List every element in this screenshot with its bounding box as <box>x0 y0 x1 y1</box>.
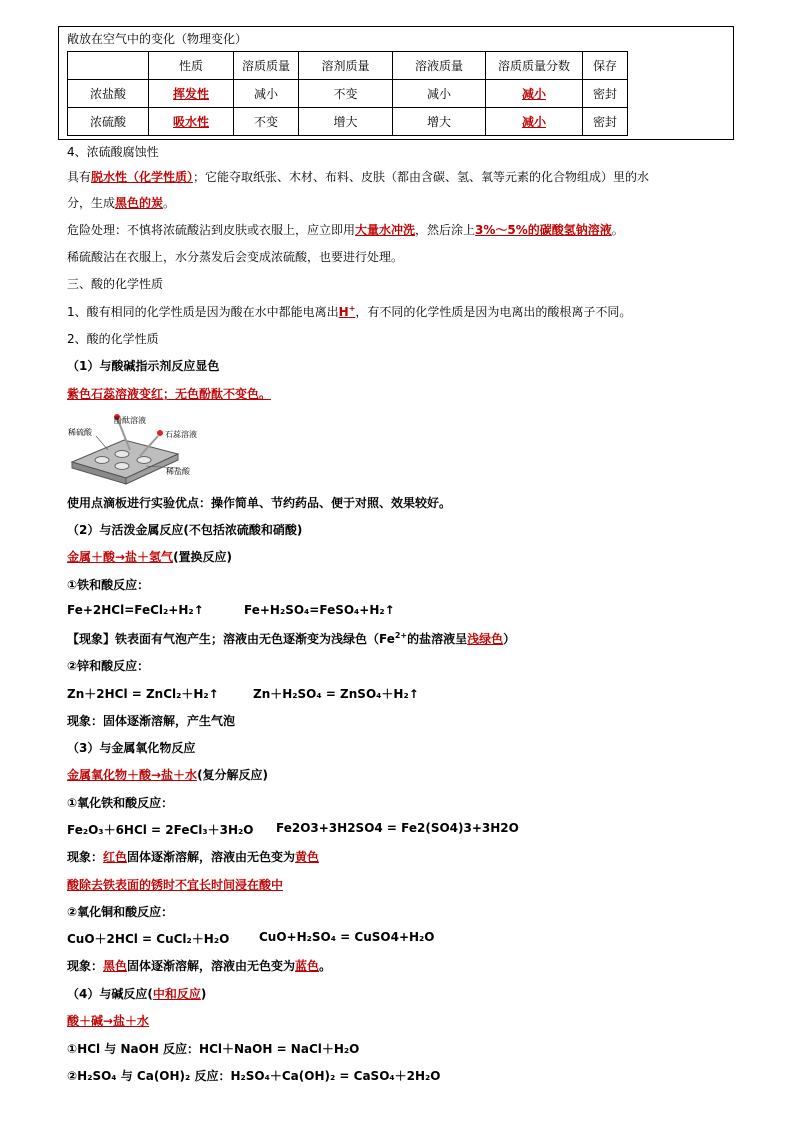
table-cell: 减小 <box>393 80 486 108</box>
copper-oxide-title: ②氧化铜和酸反应： <box>67 905 174 919</box>
table-cell: 密封 <box>583 80 628 108</box>
table-cell: 不变 <box>234 108 299 136</box>
table-cell: 挥发性 <box>149 80 234 108</box>
spot-plate-svg <box>66 410 208 490</box>
text: ) <box>200 987 207 1001</box>
copper-oxide-observation <box>67 957 331 974</box>
iron-equation-1: Fe+2HCl=FeCl₂+H₂↑ <box>67 603 204 617</box>
table-header-cell: 溶液质量 <box>393 52 486 80</box>
danger-handling-line <box>67 221 624 238</box>
fig-label: 石蕊溶液 <box>165 430 197 439</box>
iron-oxide-equation-2: Fe2O3+3H2SO4 = Fe2(SO4)3+3H2O <box>276 821 519 835</box>
h2so4-caoh2-equation: ②H₂SO₄ 与 Ca(OH)₂ 反应：H₂SO₄＋Ca(OH)₂ = CaSO₄＋2H₂O <box>67 1069 441 1083</box>
text: 危险处理：不慎将浓硫酸沾到皮肤或衣服上，应立即用 <box>67 223 356 237</box>
table-cell: 增大 <box>393 108 486 136</box>
highlight-text: 脱水性（化学性质） <box>91 170 194 184</box>
text: （4）与碱反应( <box>67 987 153 1001</box>
text: 的盐溶液呈 <box>407 632 468 646</box>
superscript: + <box>348 304 356 313</box>
text: (置换反应) <box>173 550 233 564</box>
table-cell: 减小 <box>486 108 583 136</box>
zinc-observation: 现象：固体逐渐溶解，产生气泡 <box>67 714 236 728</box>
table-cell: 浓硫酸 <box>68 108 149 136</box>
text: 。 <box>611 223 624 237</box>
table-cell: 浓盐酸 <box>68 80 149 108</box>
table-row <box>68 108 628 136</box>
text: 固体逐渐溶解，溶液由无色变为 <box>127 959 296 973</box>
metal-oxide-rule <box>67 766 268 783</box>
copper-oxide-equation-1: CuO＋2HCl = CuCl₂＋H₂O <box>67 932 230 946</box>
text: (复分解反应) <box>197 768 269 782</box>
dehydration-paragraph <box>67 168 649 185</box>
text: ） <box>503 632 516 646</box>
active-metal-heading: （2）与活泼金属反应(不包括浓硫酸和硝酸) <box>67 523 303 537</box>
text: ，然后涂上 <box>415 223 476 237</box>
text: 1、酸有相同的化学性质是因为酸在水中都能电离出 <box>67 305 339 319</box>
highlight-text: 红色 <box>103 850 128 864</box>
table-header-cell: 溶质质量 <box>234 52 299 80</box>
chem-properties-subheading: 2、酸的化学性质 <box>67 332 159 346</box>
highlight-text <box>339 305 356 319</box>
fig-label: 酚酞溶液 <box>114 416 146 425</box>
acid-base-rule: 酸＋碱→盐＋水 <box>67 1014 150 1028</box>
text: ；它能夺取纸张、木材、布料、皮肤（都由含碳、氢、氧等元素的化合物组成）里的水 <box>193 170 650 184</box>
table-section-title: 敞放在空气中的变化（物理变化） <box>67 32 248 46</box>
hcl-naoh-equation: ①HCl 与 NaOH 反应：HCl＋NaOH = NaCl＋H₂O <box>67 1042 360 1056</box>
superscript: 2+ <box>394 631 408 640</box>
text: 具有 <box>67 170 92 184</box>
indicator-heading: （1）与酸碱指示剂反应显色 <box>67 359 220 373</box>
table-cell: 减小 <box>486 80 583 108</box>
text: 。 <box>163 196 176 210</box>
table-cell: 吸水性 <box>149 108 234 136</box>
rust-removal-note: 酸除去铁表面的锈时不宜长时间浸在酸中 <box>67 878 284 892</box>
highlight-text: 3%～5%的碳酸氢钠溶液 <box>475 223 612 237</box>
table-header-cell: 溶质质量分数 <box>486 52 583 80</box>
text: 固体逐渐溶解，溶液由无色变为 <box>127 850 296 864</box>
text: 【现象】铁表面有气泡产生；溶液由无色逐渐变为浅绿色（Fe <box>67 632 395 646</box>
table-cell: 增大 <box>299 108 393 136</box>
base-reaction-heading <box>67 985 206 1002</box>
table-cell: 减小 <box>234 80 299 108</box>
acid-exposure-table <box>67 51 628 136</box>
table-row <box>68 80 628 108</box>
iron-observation <box>67 630 515 647</box>
table-cell: 密封 <box>583 108 628 136</box>
highlight-text: 金属氧化物＋酸→盐＋水 <box>67 768 198 782</box>
iron-acid-title: ①铁和酸反应： <box>67 578 150 592</box>
fig-label: 稀硫酸 <box>68 428 92 437</box>
highlight-text: 大量水冲洗 <box>355 223 416 237</box>
highlight-text: 中和反应 <box>152 987 201 1001</box>
highlight-text: 金属＋酸→盐＋氢气 <box>67 550 174 564</box>
spot-plate-advantage: 使用点滴板进行实验优点：操作简单、节约药品、便于对照、效果较好。 <box>67 496 452 510</box>
text: H <box>338 305 349 319</box>
iron-oxide-title: ①氧化铁和酸反应： <box>67 796 174 810</box>
iron-equation-2: Fe+H₂SO₄=FeSO₄+H₂↑ <box>244 603 395 617</box>
highlight-text: 黑色 <box>103 959 128 973</box>
table-header-cell <box>68 52 149 80</box>
zinc-equation-2: Zn＋H₂SO₄ = ZnSO₄＋H₂↑ <box>253 687 419 701</box>
corrosivity-heading: 4、浓硫酸腐蚀性 <box>67 145 159 159</box>
highlight-text: 浅绿色 <box>467 632 504 646</box>
spot-plate-figure <box>66 410 208 490</box>
copper-oxide-equation-2: CuO+H₂SO₄ = CuSO4+H₂O <box>259 930 435 944</box>
ionization-paragraph <box>67 303 631 320</box>
table-header-row <box>68 52 628 80</box>
text: 现象： <box>67 850 104 864</box>
table-header-cell: 保存 <box>583 52 628 80</box>
dilute-acid-note: 稀硫酸沾在衣服上，水分蒸发后会变成浓硫酸，也要进行处理。 <box>67 250 404 264</box>
zinc-equation-1: Zn＋2HCl = ZnCl₂＋H₂↑ <box>67 687 219 701</box>
zinc-acid-title: ②锌和酸反应： <box>67 659 150 673</box>
text: 现象： <box>67 959 104 973</box>
text: ，有不同的化学性质是因为电离出的酸根离子不同。 <box>355 305 632 319</box>
highlight-text: 黄色 <box>295 850 320 864</box>
text: 分，生成 <box>67 196 116 210</box>
dehydration-paragraph-cont <box>67 194 175 211</box>
highlight-text: 黑色的炭 <box>115 196 164 210</box>
table-cell: 不变 <box>299 80 393 108</box>
fig-label: 稀盐酸 <box>166 467 190 476</box>
metal-oxide-heading: （3）与金属氧化物反应 <box>67 741 196 755</box>
iron-oxide-observation <box>67 848 319 865</box>
metal-acid-rule <box>67 548 232 565</box>
table-header-cell: 溶剂质量 <box>299 52 393 80</box>
chem-properties-heading: 三、酸的化学性质 <box>67 277 164 291</box>
iron-oxide-equation-1: Fe₂O₃＋6HCl = 2FeCl₃＋3H₂O <box>67 823 254 837</box>
table-header-cell: 性质 <box>149 52 234 80</box>
highlight-text: 蓝色 <box>295 959 320 973</box>
volatility-table-frame <box>58 26 734 140</box>
text: 。 <box>319 959 332 973</box>
indicator-result: 紫色石蕊溶液变红；无色酚酞不变色。 <box>67 387 272 401</box>
